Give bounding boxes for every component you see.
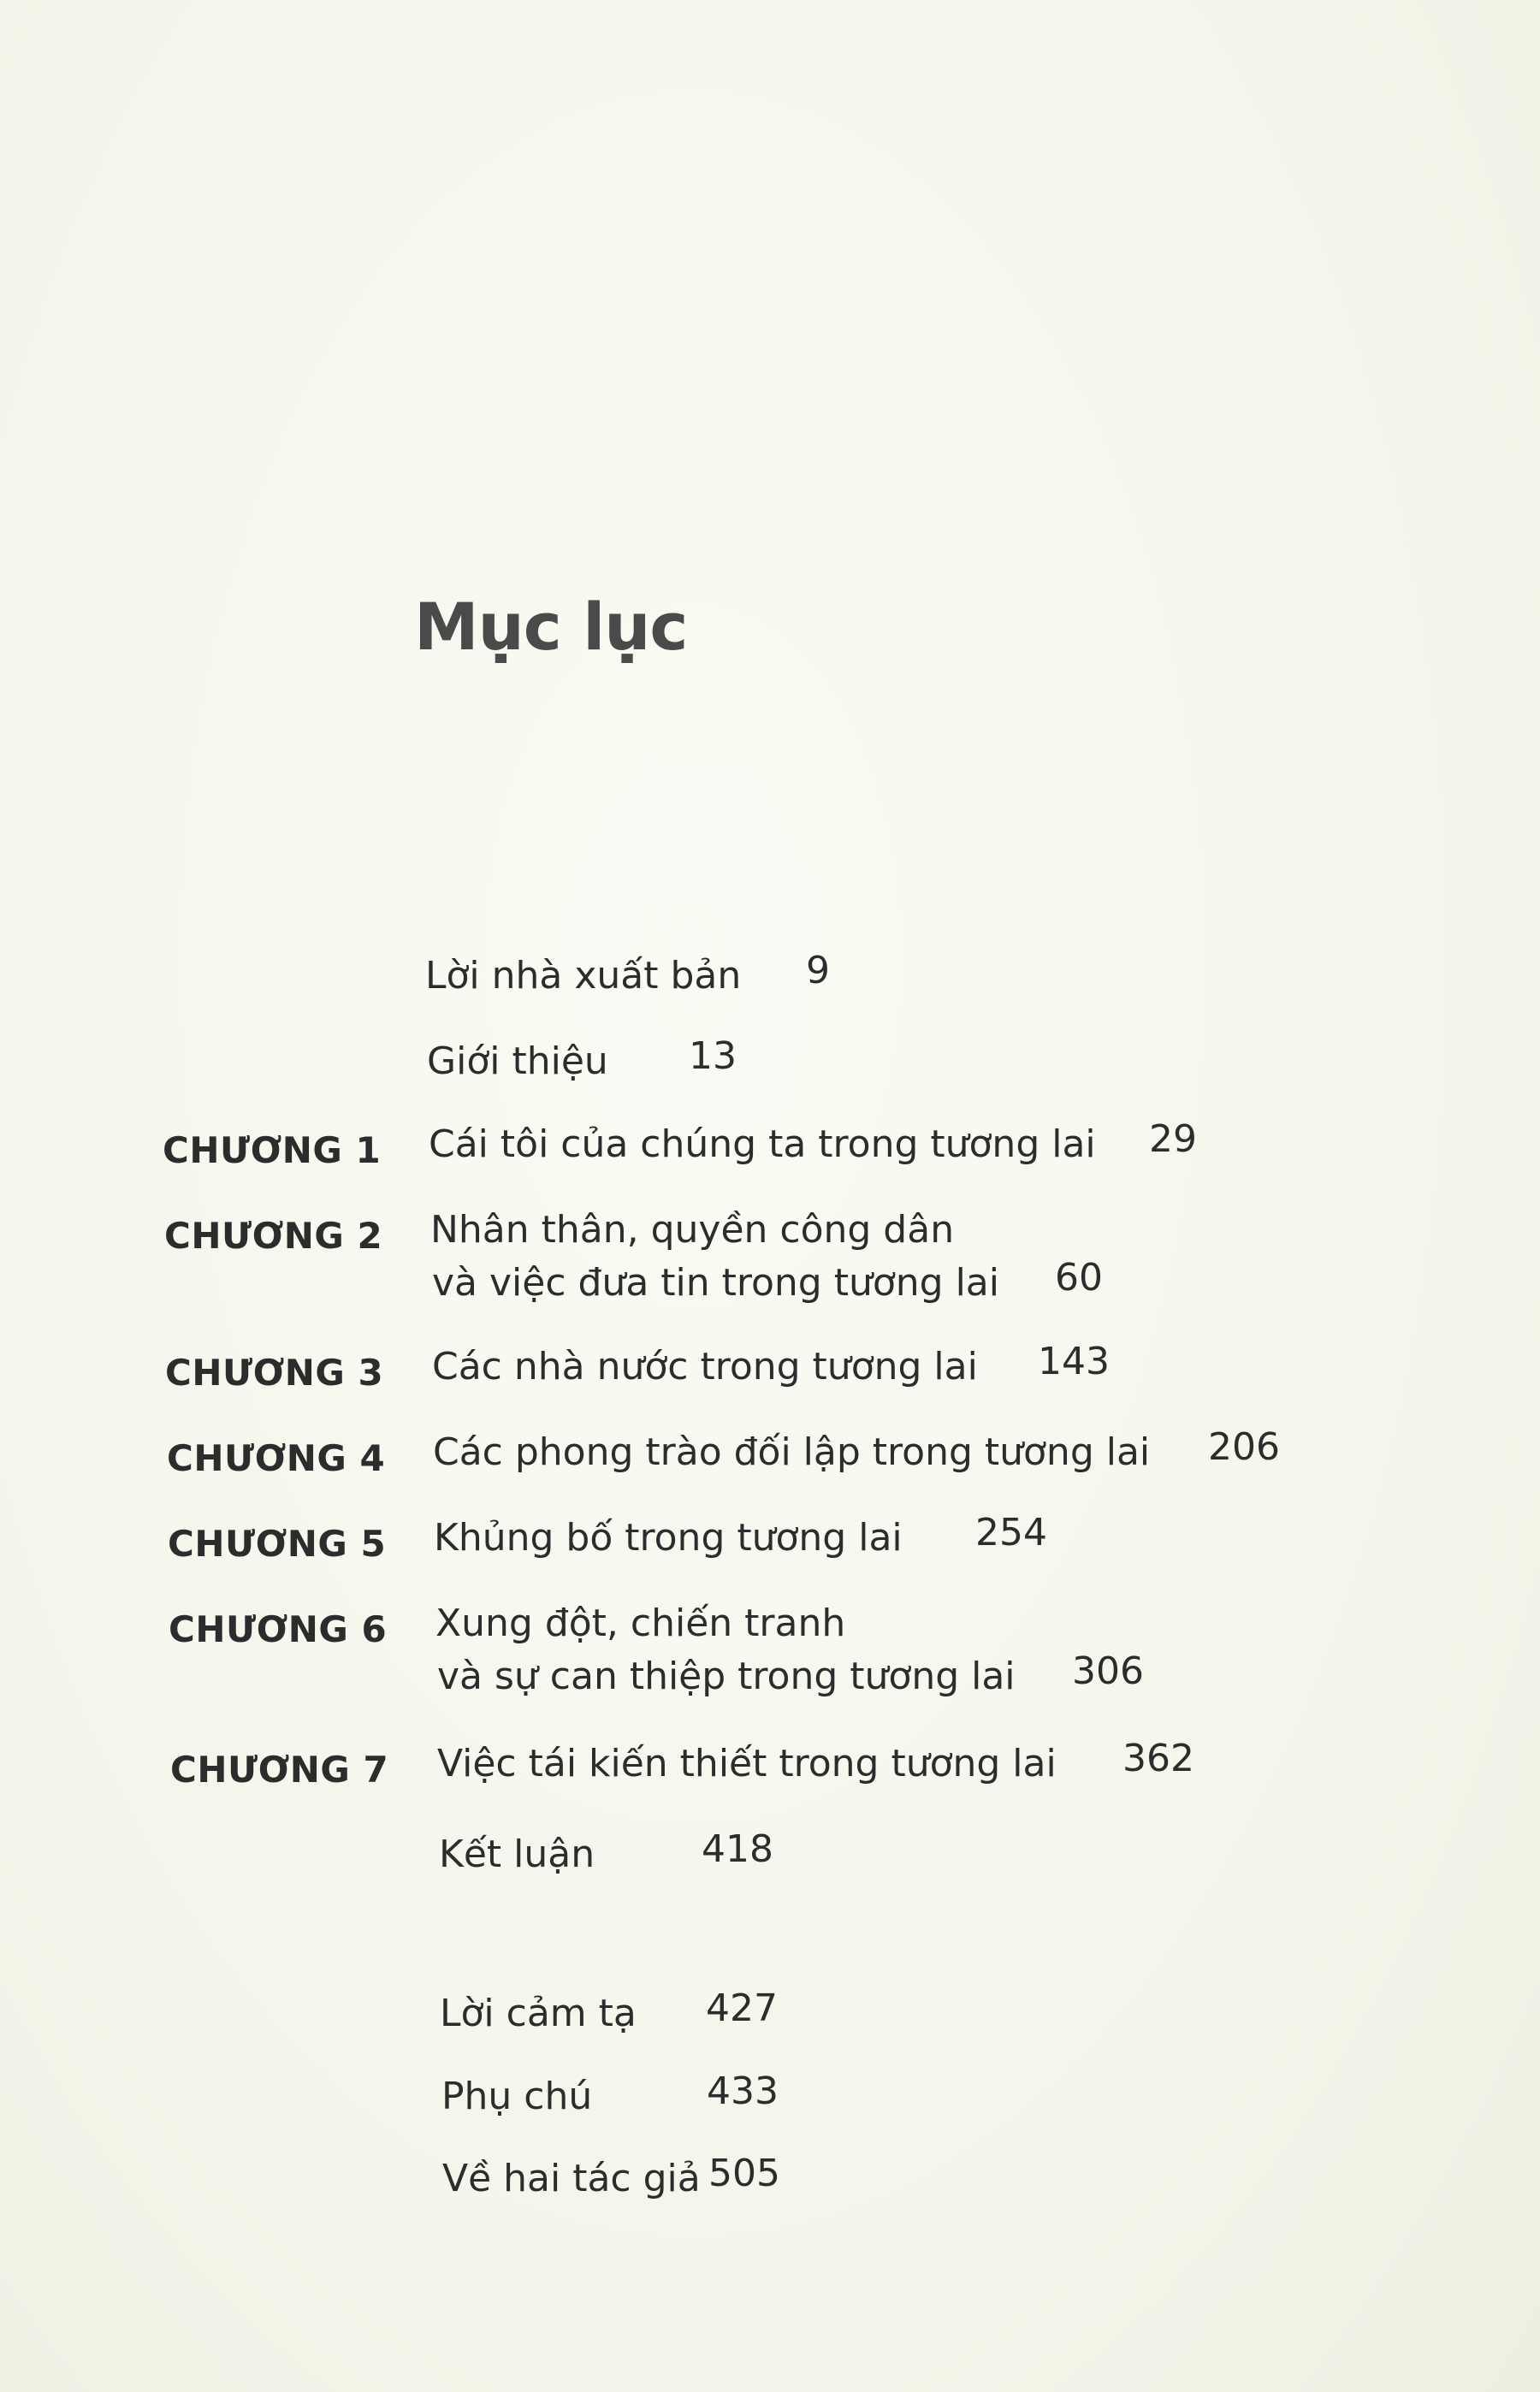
entry-page-number: 362 [1122, 1737, 1194, 1780]
chapter-label: CHƯƠNG 5 [168, 1523, 387, 1565]
chapter-label: CHƯƠNG 1 [163, 1129, 382, 1171]
entry-page-number: 427 [706, 1986, 778, 2030]
chapter-label: CHƯƠNG 7 [170, 1749, 389, 1791]
entry-title-line: Việc tái kiến thiết trong tương lai [437, 1742, 1057, 1785]
entry-page-number: 206 [1208, 1425, 1280, 1469]
chapter-label: CHƯƠNG 4 [167, 1437, 386, 1479]
entry-page-number: 13 [689, 1034, 737, 1078]
entry-title-line: Phụ chú [441, 2075, 593, 2118]
entry-page-number: 306 [1072, 1649, 1144, 1693]
entry-title-line: Giới thiệu [427, 1039, 608, 1083]
entry-page-number: 254 [975, 1511, 1047, 1554]
entry-title-line: Các phong trào đối lập trong tương lai [433, 1430, 1151, 1474]
entry-page-number: 433 [707, 2069, 779, 2113]
entry-title-line: Khủng bố trong tương lai [434, 1516, 903, 1560]
entry-title-line: Cái tôi của chúng ta trong tương lai [429, 1122, 1096, 1166]
page-title: Mục lục [414, 589, 688, 665]
entry-title-line: Kết luận [439, 1832, 595, 1876]
entry-title-line: và sự can thiệp trong tương lai [437, 1655, 1016, 1698]
chapter-label: CHƯƠNG 3 [165, 1352, 384, 1394]
entry-title-line: Các nhà nước trong tương lai [432, 1345, 978, 1388]
entry-page-number: 143 [1038, 1340, 1110, 1383]
entry-title-line: Lời nhà xuất bản [425, 954, 742, 998]
entry-page-number: 29 [1149, 1117, 1197, 1161]
chapter-label: CHƯƠNG 2 [164, 1215, 383, 1257]
entry-page-number: 418 [702, 1827, 773, 1871]
entry-title-line: Lời cảm tạ [440, 1992, 637, 2035]
entry-page-number: 9 [806, 949, 830, 992]
entry-page-number: 60 [1055, 1256, 1103, 1300]
entry-page-number: 505 [708, 2152, 780, 2195]
entry-title-line: và việc đưa tin trong tương lai [432, 1261, 999, 1305]
chapter-label: CHƯƠNG 6 [169, 1608, 388, 1650]
entry-title-line: Xung đột, chiến tranh [435, 1602, 846, 1645]
entry-title-line: Nhân thân, quyền công dân [430, 1208, 955, 1252]
entry-title-line: Về hai tác giả [442, 2157, 701, 2200]
